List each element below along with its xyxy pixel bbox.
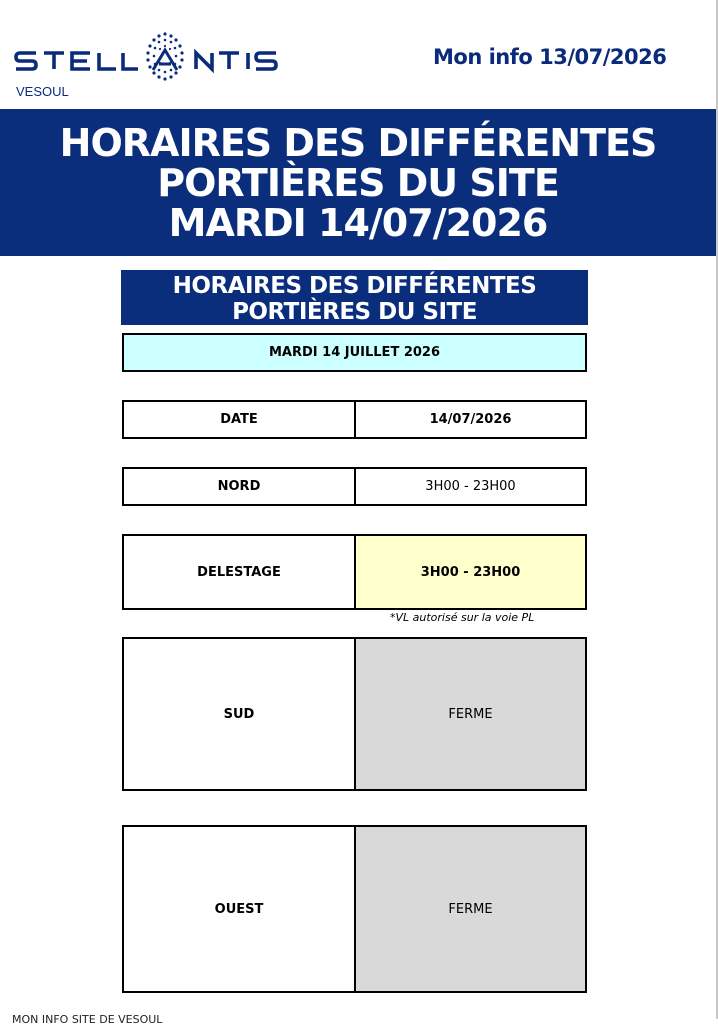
banner-title-line3: MARDI 14/07/2026 [168,201,548,245]
row-label-date: DATE [122,400,356,439]
row-label-delestage: DELESTAGE [122,534,356,610]
row-label-sud: SUD [122,637,356,791]
banner-title-line1: HORAIRES DES DIFFÉRENTES [59,121,657,165]
stellantis-logo [14,30,299,90]
sheet-title-line2: PORTIÈRES DU SITE [232,299,477,325]
delestage-note: *VL autorisé sur la voie PL [390,611,535,624]
sheet-title-line1: HORAIRES DES DIFFÉRENTES [172,273,537,299]
footer-text: MON INFO SITE DE VESOUL [12,1013,163,1026]
row-value-nord: 3H00 - 23H00 [354,467,587,506]
site-name: VESOUL [16,84,69,99]
row-value-sud: FERME [354,637,587,791]
row-value-date: 14/07/2026 [354,400,587,439]
banner-title-line2: PORTIÈRES DU SITE [157,161,559,205]
row-label-ouest: OUEST [122,825,356,993]
row-label-nord: NORD [122,467,356,506]
sheet-title [121,270,588,325]
title-banner [0,109,716,256]
row-value-ouest: FERME [354,825,587,993]
row-value-delestage: 3H00 - 23H00 [354,534,587,610]
day-header: MARDI 14 JUILLET 2026 [122,333,587,372]
info-date-label: Mon info 13/07/2026 [433,45,667,69]
